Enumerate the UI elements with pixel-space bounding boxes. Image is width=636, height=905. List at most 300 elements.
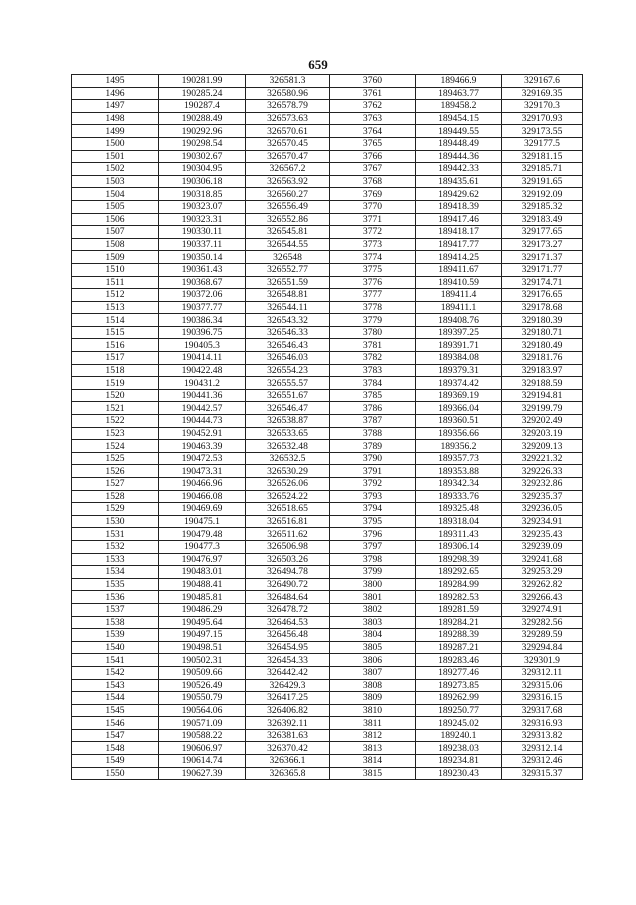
point-number-left-cell: 1499 <box>72 125 159 138</box>
coordinate-table-body <box>72 75 583 780</box>
y-coordinate-left-cell: 326516.81 <box>246 515 330 528</box>
y-coordinate-left-cell: 326548.81 <box>246 289 330 302</box>
y-coordinate-right-cell: 329181.15 <box>502 150 583 163</box>
point-number-right-cell: 3806 <box>330 654 416 667</box>
y-coordinate-right-cell: 329301.9 <box>502 654 583 667</box>
table-row <box>72 377 583 390</box>
x-coordinate-right-cell: 189288.39 <box>416 629 502 642</box>
y-coordinate-left-cell: 326490.72 <box>246 578 330 591</box>
point-number-right-cell: 3810 <box>330 704 416 717</box>
table-row <box>72 578 583 591</box>
y-coordinate-left-cell: 326503.26 <box>246 553 330 566</box>
x-coordinate-left-cell: 190502.31 <box>159 654 246 667</box>
x-coordinate-right-cell: 189283.46 <box>416 654 502 667</box>
table-row <box>72 163 583 176</box>
x-coordinate-right-cell: 189273.85 <box>416 679 502 692</box>
x-coordinate-left-cell: 190361.43 <box>159 263 246 276</box>
point-number-right-cell: 3790 <box>330 452 416 465</box>
x-coordinate-right-cell: 189250.77 <box>416 704 502 717</box>
point-number-right-cell: 3776 <box>330 276 416 289</box>
y-coordinate-right-cell: 329253.29 <box>502 566 583 579</box>
x-coordinate-right-cell: 189417.46 <box>416 213 502 226</box>
point-number-left-cell: 1510 <box>72 263 159 276</box>
y-coordinate-left-cell: 326560.27 <box>246 188 330 201</box>
table-row <box>72 742 583 755</box>
x-coordinate-left-cell: 190285.24 <box>159 87 246 100</box>
y-coordinate-left-cell: 326533.65 <box>246 427 330 440</box>
table-row <box>72 629 583 642</box>
point-number-right-cell: 3775 <box>330 263 416 276</box>
point-number-right-cell: 3808 <box>330 679 416 692</box>
y-coordinate-right-cell: 329170.3 <box>502 100 583 113</box>
point-number-left-cell: 1530 <box>72 515 159 528</box>
table-row <box>72 75 583 88</box>
y-coordinate-left-cell: 326381.63 <box>246 729 330 742</box>
x-coordinate-left-cell: 190497.15 <box>159 629 246 642</box>
point-number-left-cell: 1542 <box>72 666 159 679</box>
y-coordinate-right-cell: 329171.37 <box>502 251 583 264</box>
x-coordinate-left-cell: 190472.53 <box>159 452 246 465</box>
x-coordinate-right-cell: 189417.77 <box>416 238 502 251</box>
y-coordinate-left-cell: 326454.33 <box>246 654 330 667</box>
y-coordinate-right-cell: 329181.76 <box>502 352 583 365</box>
y-coordinate-right-cell: 329316.15 <box>502 692 583 705</box>
point-number-right-cell: 3764 <box>330 125 416 138</box>
point-number-left-cell: 1507 <box>72 226 159 239</box>
table-row <box>72 755 583 768</box>
point-number-left-cell: 1497 <box>72 100 159 113</box>
y-coordinate-right-cell: 329171.77 <box>502 263 583 276</box>
y-coordinate-right-cell: 329176.65 <box>502 289 583 302</box>
point-number-right-cell: 3767 <box>330 163 416 176</box>
point-number-right-cell: 3779 <box>330 314 416 327</box>
point-number-right-cell: 3785 <box>330 389 416 402</box>
x-coordinate-left-cell: 190477.3 <box>159 540 246 553</box>
point-number-right-cell: 3782 <box>330 352 416 365</box>
table-row <box>72 654 583 667</box>
table-row <box>72 704 583 717</box>
point-number-left-cell: 1518 <box>72 364 159 377</box>
y-coordinate-left-cell: 326417.25 <box>246 692 330 705</box>
y-coordinate-left-cell: 326532.5 <box>246 452 330 465</box>
x-coordinate-left-cell: 190486.29 <box>159 603 246 616</box>
y-coordinate-right-cell: 329289.59 <box>502 629 583 642</box>
x-coordinate-right-cell: 189411.1 <box>416 301 502 314</box>
point-number-left-cell: 1523 <box>72 427 159 440</box>
y-coordinate-left-cell: 326464.53 <box>246 616 330 629</box>
y-coordinate-right-cell: 329235.37 <box>502 490 583 503</box>
x-coordinate-right-cell: 189238.03 <box>416 742 502 755</box>
y-coordinate-right-cell: 329234.91 <box>502 515 583 528</box>
table-row <box>72 641 583 654</box>
point-number-right-cell: 3789 <box>330 440 416 453</box>
y-coordinate-right-cell: 329185.32 <box>502 200 583 213</box>
point-number-right-cell: 3791 <box>330 465 416 478</box>
y-coordinate-right-cell: 329178.68 <box>502 301 583 314</box>
point-number-left-cell: 1541 <box>72 654 159 667</box>
point-number-left-cell: 1529 <box>72 503 159 516</box>
table-row <box>72 326 583 339</box>
table-row <box>72 603 583 616</box>
y-coordinate-left-cell: 326456.48 <box>246 629 330 642</box>
table-row <box>72 314 583 327</box>
y-coordinate-right-cell: 329236.05 <box>502 503 583 516</box>
y-coordinate-left-cell: 326392.11 <box>246 717 330 730</box>
y-coordinate-right-cell: 329174.71 <box>502 276 583 289</box>
x-coordinate-left-cell: 190488.41 <box>159 578 246 591</box>
x-coordinate-left-cell: 190614.74 <box>159 755 246 768</box>
point-number-left-cell: 1540 <box>72 641 159 654</box>
point-number-left-cell: 1513 <box>72 301 159 314</box>
x-coordinate-left-cell: 190287.4 <box>159 100 246 113</box>
y-coordinate-right-cell: 329191.65 <box>502 175 583 188</box>
x-coordinate-right-cell: 189245.02 <box>416 717 502 730</box>
point-number-right-cell: 3814 <box>330 755 416 768</box>
y-coordinate-right-cell: 329167.6 <box>502 75 583 88</box>
y-coordinate-left-cell: 326544.11 <box>246 301 330 314</box>
point-number-left-cell: 1546 <box>72 717 159 730</box>
y-coordinate-left-cell: 326546.33 <box>246 326 330 339</box>
y-coordinate-right-cell: 329266.43 <box>502 591 583 604</box>
x-coordinate-right-cell: 189281.59 <box>416 603 502 616</box>
point-number-right-cell: 3809 <box>330 692 416 705</box>
y-coordinate-right-cell: 329282.56 <box>502 616 583 629</box>
point-number-right-cell: 3798 <box>330 553 416 566</box>
x-coordinate-right-cell: 189287.21 <box>416 641 502 654</box>
x-coordinate-right-cell: 189435.61 <box>416 175 502 188</box>
x-coordinate-right-cell: 189444.36 <box>416 150 502 163</box>
y-coordinate-left-cell: 326546.47 <box>246 402 330 415</box>
table-row <box>72 503 583 516</box>
y-coordinate-left-cell: 326570.45 <box>246 137 330 150</box>
y-coordinate-right-cell: 329185.71 <box>502 163 583 176</box>
y-coordinate-left-cell: 326573.63 <box>246 112 330 125</box>
y-coordinate-right-cell: 329180.39 <box>502 314 583 327</box>
x-coordinate-right-cell: 189240.1 <box>416 729 502 742</box>
table-row <box>72 427 583 440</box>
x-coordinate-right-cell: 189342.34 <box>416 478 502 491</box>
y-coordinate-left-cell: 326570.61 <box>246 125 330 138</box>
point-number-left-cell: 1537 <box>72 603 159 616</box>
y-coordinate-left-cell: 326506.98 <box>246 540 330 553</box>
point-number-left-cell: 1500 <box>72 137 159 150</box>
x-coordinate-left-cell: 190479.48 <box>159 528 246 541</box>
y-coordinate-left-cell: 326494.78 <box>246 566 330 579</box>
point-number-left-cell: 1549 <box>72 755 159 768</box>
x-coordinate-left-cell: 190323.31 <box>159 213 246 226</box>
x-coordinate-left-cell: 190372.06 <box>159 289 246 302</box>
x-coordinate-right-cell: 189442.33 <box>416 163 502 176</box>
table-row <box>72 339 583 352</box>
x-coordinate-left-cell: 190495.64 <box>159 616 246 629</box>
x-coordinate-right-cell: 189366.04 <box>416 402 502 415</box>
point-number-right-cell: 3811 <box>330 717 416 730</box>
point-number-right-cell: 3801 <box>330 591 416 604</box>
point-number-right-cell: 3765 <box>330 137 416 150</box>
point-number-right-cell: 3777 <box>330 289 416 302</box>
table-row <box>72 100 583 113</box>
y-coordinate-right-cell: 329180.71 <box>502 326 583 339</box>
x-coordinate-left-cell: 190396.75 <box>159 326 246 339</box>
point-number-left-cell: 1525 <box>72 452 159 465</box>
y-coordinate-right-cell: 329173.55 <box>502 125 583 138</box>
y-coordinate-right-cell: 329316.93 <box>502 717 583 730</box>
x-coordinate-left-cell: 190526.49 <box>159 679 246 692</box>
x-coordinate-right-cell: 189449.55 <box>416 125 502 138</box>
point-number-right-cell: 3787 <box>330 415 416 428</box>
y-coordinate-left-cell: 326543.32 <box>246 314 330 327</box>
point-number-right-cell: 3799 <box>330 566 416 579</box>
table-row <box>72 767 583 780</box>
table-row <box>72 251 583 264</box>
y-coordinate-right-cell: 329315.06 <box>502 679 583 692</box>
point-number-left-cell: 1527 <box>72 478 159 491</box>
point-number-left-cell: 1504 <box>72 188 159 201</box>
table-row <box>72 188 583 201</box>
x-coordinate-right-cell: 189391.71 <box>416 339 502 352</box>
x-coordinate-right-cell: 189463.77 <box>416 87 502 100</box>
point-number-left-cell: 1515 <box>72 326 159 339</box>
y-coordinate-left-cell: 326429.3 <box>246 679 330 692</box>
x-coordinate-right-cell: 189360.51 <box>416 415 502 428</box>
point-number-right-cell: 3796 <box>330 528 416 541</box>
y-coordinate-left-cell: 326551.59 <box>246 276 330 289</box>
y-coordinate-left-cell: 326478.72 <box>246 603 330 616</box>
x-coordinate-left-cell: 190431.2 <box>159 377 246 390</box>
x-coordinate-right-cell: 189369.19 <box>416 389 502 402</box>
x-coordinate-left-cell: 190405.3 <box>159 339 246 352</box>
x-coordinate-left-cell: 190298.54 <box>159 137 246 150</box>
point-number-left-cell: 1511 <box>72 276 159 289</box>
y-coordinate-left-cell: 326524.22 <box>246 490 330 503</box>
y-coordinate-left-cell: 326551.67 <box>246 389 330 402</box>
y-coordinate-left-cell: 326563.92 <box>246 175 330 188</box>
x-coordinate-right-cell: 189325.48 <box>416 503 502 516</box>
y-coordinate-right-cell: 329312.11 <box>502 666 583 679</box>
point-number-right-cell: 3805 <box>330 641 416 654</box>
point-number-right-cell: 3766 <box>330 150 416 163</box>
point-number-right-cell: 3807 <box>330 666 416 679</box>
point-number-left-cell: 1519 <box>72 377 159 390</box>
y-coordinate-left-cell: 326530.29 <box>246 465 330 478</box>
y-coordinate-left-cell: 326538.87 <box>246 415 330 428</box>
table-row <box>72 389 583 402</box>
point-number-left-cell: 1528 <box>72 490 159 503</box>
point-number-right-cell: 3773 <box>330 238 416 251</box>
point-number-right-cell: 3813 <box>330 742 416 755</box>
point-number-left-cell: 1521 <box>72 402 159 415</box>
x-coordinate-left-cell: 190330.11 <box>159 226 246 239</box>
x-coordinate-right-cell: 189262.99 <box>416 692 502 705</box>
x-coordinate-left-cell: 190368.67 <box>159 276 246 289</box>
table-row <box>72 352 583 365</box>
y-coordinate-right-cell: 329192.09 <box>502 188 583 201</box>
y-coordinate-left-cell: 326554.23 <box>246 364 330 377</box>
y-coordinate-right-cell: 329274.91 <box>502 603 583 616</box>
y-coordinate-right-cell: 329177.65 <box>502 226 583 239</box>
y-coordinate-right-cell: 329173.27 <box>502 238 583 251</box>
point-number-right-cell: 3768 <box>330 175 416 188</box>
y-coordinate-right-cell: 329312.46 <box>502 755 583 768</box>
y-coordinate-right-cell: 329239.09 <box>502 540 583 553</box>
x-coordinate-left-cell: 190606.97 <box>159 742 246 755</box>
x-coordinate-right-cell: 189230.43 <box>416 767 502 780</box>
x-coordinate-right-cell: 189414.25 <box>416 251 502 264</box>
point-number-left-cell: 1502 <box>72 163 159 176</box>
point-number-right-cell: 3772 <box>330 226 416 239</box>
x-coordinate-right-cell: 189384.08 <box>416 352 502 365</box>
y-coordinate-left-cell: 326556.49 <box>246 200 330 213</box>
x-coordinate-right-cell: 189292.65 <box>416 566 502 579</box>
x-coordinate-left-cell: 190571.09 <box>159 717 246 730</box>
point-number-left-cell: 1509 <box>72 251 159 264</box>
table-row <box>72 301 583 314</box>
point-number-left-cell: 1520 <box>72 389 159 402</box>
x-coordinate-right-cell: 189356.2 <box>416 440 502 453</box>
point-number-right-cell: 3774 <box>330 251 416 264</box>
table-row <box>72 591 583 604</box>
x-coordinate-right-cell: 189234.81 <box>416 755 502 768</box>
x-coordinate-left-cell: 190377.77 <box>159 301 246 314</box>
x-coordinate-left-cell: 190485.81 <box>159 591 246 604</box>
y-coordinate-right-cell: 329317.68 <box>502 704 583 717</box>
y-coordinate-left-cell: 326366.1 <box>246 755 330 768</box>
point-number-left-cell: 1534 <box>72 566 159 579</box>
point-number-right-cell: 3781 <box>330 339 416 352</box>
x-coordinate-left-cell: 190452.91 <box>159 427 246 440</box>
table-row <box>72 616 583 629</box>
x-coordinate-left-cell: 190550.79 <box>159 692 246 705</box>
table-row <box>72 452 583 465</box>
y-coordinate-right-cell: 329199.79 <box>502 402 583 415</box>
x-coordinate-left-cell: 190323.07 <box>159 200 246 213</box>
table-row <box>72 213 583 226</box>
table-row <box>72 238 583 251</box>
y-coordinate-right-cell: 329203.19 <box>502 427 583 440</box>
y-coordinate-left-cell: 326578.79 <box>246 100 330 113</box>
point-number-right-cell: 3784 <box>330 377 416 390</box>
y-coordinate-left-cell: 326442.42 <box>246 666 330 679</box>
point-number-left-cell: 1535 <box>72 578 159 591</box>
table-row <box>72 150 583 163</box>
x-coordinate-right-cell: 189411.4 <box>416 289 502 302</box>
y-coordinate-left-cell: 326548 <box>246 251 330 264</box>
x-coordinate-left-cell: 190483.01 <box>159 566 246 579</box>
y-coordinate-left-cell: 326545.81 <box>246 226 330 239</box>
y-coordinate-right-cell: 329209.13 <box>502 440 583 453</box>
point-number-right-cell: 3812 <box>330 729 416 742</box>
x-coordinate-left-cell: 190414.11 <box>159 352 246 365</box>
point-number-left-cell: 1496 <box>72 87 159 100</box>
x-coordinate-left-cell: 190292.96 <box>159 125 246 138</box>
x-coordinate-left-cell: 190466.08 <box>159 490 246 503</box>
x-coordinate-left-cell: 190306.18 <box>159 175 246 188</box>
table-row <box>72 125 583 138</box>
x-coordinate-right-cell: 189411.67 <box>416 263 502 276</box>
x-coordinate-right-cell: 189284.99 <box>416 578 502 591</box>
x-coordinate-left-cell: 190498.51 <box>159 641 246 654</box>
point-number-left-cell: 1533 <box>72 553 159 566</box>
x-coordinate-right-cell: 189397.25 <box>416 326 502 339</box>
point-number-right-cell: 3783 <box>330 364 416 377</box>
y-coordinate-right-cell: 329312.14 <box>502 742 583 755</box>
table-row <box>72 200 583 213</box>
y-coordinate-left-cell: 326546.43 <box>246 339 330 352</box>
point-number-right-cell: 3786 <box>330 402 416 415</box>
point-number-left-cell: 1506 <box>72 213 159 226</box>
x-coordinate-left-cell: 190422.48 <box>159 364 246 377</box>
x-coordinate-right-cell: 189333.76 <box>416 490 502 503</box>
x-coordinate-left-cell: 190476.97 <box>159 553 246 566</box>
x-coordinate-left-cell: 190350.14 <box>159 251 246 264</box>
y-coordinate-left-cell: 326570.47 <box>246 150 330 163</box>
point-number-left-cell: 1517 <box>72 352 159 365</box>
x-coordinate-left-cell: 190441.36 <box>159 389 246 402</box>
table-row <box>72 226 583 239</box>
point-number-left-cell: 1532 <box>72 540 159 553</box>
x-coordinate-right-cell: 189448.49 <box>416 137 502 150</box>
point-number-right-cell: 3815 <box>330 767 416 780</box>
y-coordinate-left-cell: 326526.06 <box>246 478 330 491</box>
x-coordinate-right-cell: 189356.66 <box>416 427 502 440</box>
table-row <box>72 490 583 503</box>
x-coordinate-left-cell: 190473.31 <box>159 465 246 478</box>
point-number-right-cell: 3771 <box>330 213 416 226</box>
point-number-left-cell: 1548 <box>72 742 159 755</box>
y-coordinate-left-cell: 326552.86 <box>246 213 330 226</box>
y-coordinate-left-cell: 326511.62 <box>246 528 330 541</box>
y-coordinate-right-cell: 329183.97 <box>502 364 583 377</box>
y-coordinate-left-cell: 326555.57 <box>246 377 330 390</box>
point-number-left-cell: 1531 <box>72 528 159 541</box>
y-coordinate-right-cell: 329188.59 <box>502 377 583 390</box>
x-coordinate-left-cell: 190288.49 <box>159 112 246 125</box>
x-coordinate-right-cell: 189306.14 <box>416 540 502 553</box>
x-coordinate-right-cell: 189466.9 <box>416 75 502 88</box>
y-coordinate-left-cell: 326406.82 <box>246 704 330 717</box>
x-coordinate-left-cell: 190386.34 <box>159 314 246 327</box>
point-number-right-cell: 3770 <box>330 200 416 213</box>
point-number-left-cell: 1547 <box>72 729 159 742</box>
x-coordinate-right-cell: 189282.53 <box>416 591 502 604</box>
x-coordinate-right-cell: 189318.04 <box>416 515 502 528</box>
x-coordinate-right-cell: 189357.73 <box>416 452 502 465</box>
point-number-left-cell: 1544 <box>72 692 159 705</box>
x-coordinate-right-cell: 189284.21 <box>416 616 502 629</box>
x-coordinate-left-cell: 190509.66 <box>159 666 246 679</box>
y-coordinate-right-cell: 329232.86 <box>502 478 583 491</box>
point-number-left-cell: 1545 <box>72 704 159 717</box>
point-number-left-cell: 1524 <box>72 440 159 453</box>
point-number-right-cell: 3792 <box>330 478 416 491</box>
point-number-left-cell: 1538 <box>72 616 159 629</box>
table-row <box>72 87 583 100</box>
point-number-left-cell: 1543 <box>72 679 159 692</box>
x-coordinate-right-cell: 189418.17 <box>416 226 502 239</box>
x-coordinate-right-cell: 189408.76 <box>416 314 502 327</box>
y-coordinate-right-cell: 329313.82 <box>502 729 583 742</box>
point-number-left-cell: 1516 <box>72 339 159 352</box>
table-row <box>72 528 583 541</box>
table-row <box>72 692 583 705</box>
x-coordinate-right-cell: 189429.62 <box>416 188 502 201</box>
point-number-left-cell: 1522 <box>72 415 159 428</box>
point-number-right-cell: 3797 <box>330 540 416 553</box>
table-row <box>72 717 583 730</box>
point-number-left-cell: 1550 <box>72 767 159 780</box>
y-coordinate-right-cell: 329194.81 <box>502 389 583 402</box>
x-coordinate-right-cell: 189458.2 <box>416 100 502 113</box>
